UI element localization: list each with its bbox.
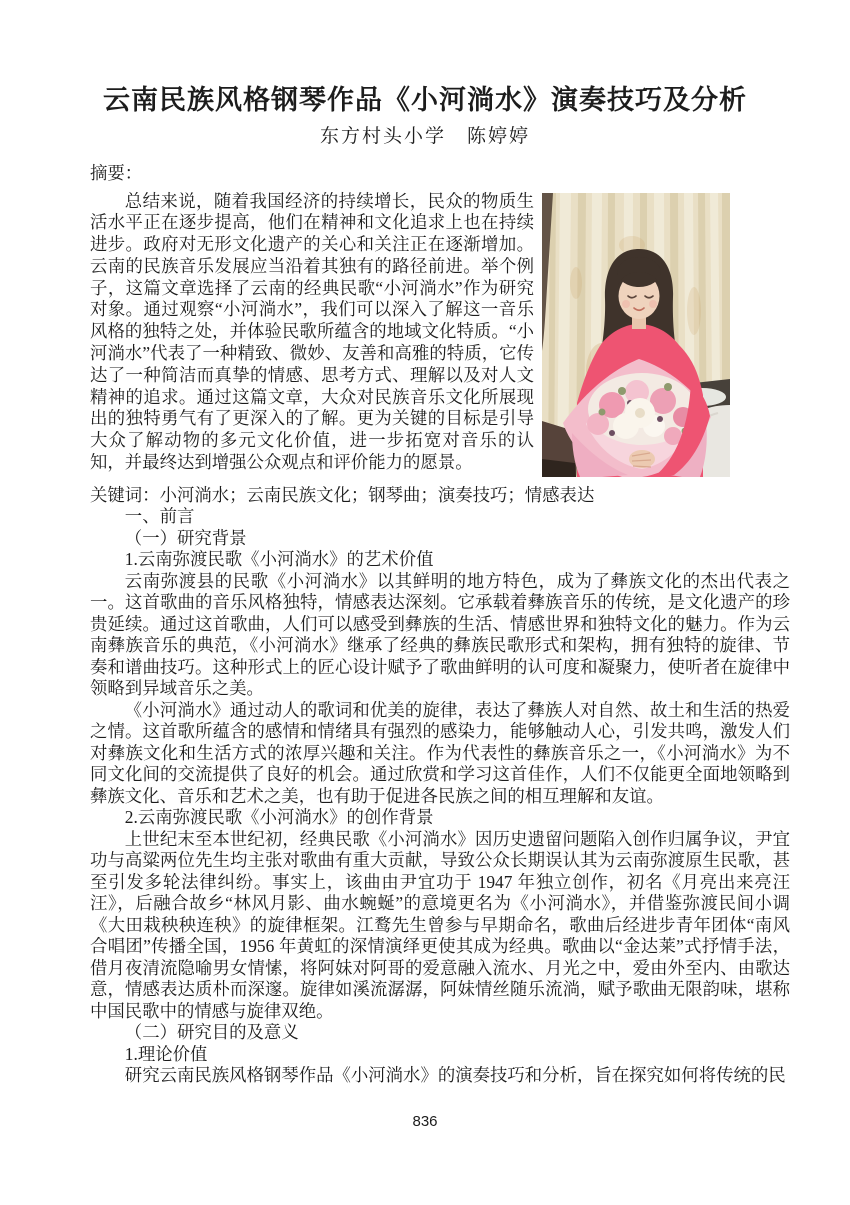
body-paragraph: 云南弥渡县的民歌《小河淌水》以其鲜明的地方特色，成为了彝族文化的杰出代表之一。这首歌曲的音乐风格独特，情感表达深刻。它承载着彝族音乐的传统，是文化遗产的珍贵延续。通过这首歌曲，人们可以感受到彝族的生活、情感世界和独特文化的魅力。作为云南彝族音乐的典范，《小河淌水》继承了经典的彝族民歌形式和架构，拥有独特的旋律、节奏和谱曲技巧。这种形式上的匠心设计赋予了歌曲鲜明的认可度和凝聚力，使听者在旋律中领略到异域音乐之美。 (90, 570, 790, 698)
page-body (90, 163, 790, 1087)
section-heading: 一、前言 (124, 506, 195, 526)
body-paragraph: 《小河淌水》通过动人的歌词和优美的旋律，表达了彝族人对自然、故土和生活的热爱之情。这首歌所蕴含的感情和情绪具有强烈的感染力，能够触动人心，引发共鸣，激发人们对彝族文化和生活方式的浓厚兴趣和关注。作为代表性的彝族音乐之一，《小河淌水》为不同文化间的交流提供了良好的机会。通过欣赏和学习这首佳作，人们不仅能更全面地领略到彝族文化、音乐和艺术之美，也有助于促进各民族之间的相互理解和友谊。 (90, 699, 790, 806)
author-line: 东方村头小学 陈婷婷 (319, 126, 530, 147)
author-photo (542, 193, 730, 477)
section-heading: 1.理论价值 (124, 1043, 208, 1064)
abstract-paragraph: 总结来说，随着我国经济的持续增长，民众的物质生活水平正在逐步提高，他们在精神和文化追求上也在持续进步。政府对无形文化遗产的关心和关注正在逐渐增加。云南的民族音乐发展应当沿着其独有的路径前进。举个例子，这篇文章选择了云南的经典民歌“小河淌水”作为研究对象。通过观察“小河淌水”，我们可以深入了解这一音乐风格的独特之处，并体验民歌所蕴含的地域文化特质。“小河淌水”代表了一种精致、微妙、友善和高雅的特质，它传达了一种简洁而真挚的情感、思考方式、理解以及对人文精神的追求。通过这篇文章，大众对民族音乐文化所展现出的独特勇气有了更深入的了解。更为关键的目标是引导大众了解动物的多元文化价值，进一步拓宽对音乐的认知，并最终达到增强公众观点和评价能力的愿景。 (90, 190, 534, 473)
page-number: 836 (412, 1113, 438, 1130)
photo-woman-with-bouquet (542, 193, 730, 477)
section-heading: 1.云南弥渡民歌《小河淌水》的艺术价值 (124, 549, 434, 569)
body-paragraph: 研究云南民族风格钢琴作品《小河淌水》的演奏技巧和分析，旨在探究如何将传统的民 (124, 1065, 786, 1085)
section-heading: （一）研究背景 (124, 527, 247, 548)
keywords-line: 关键词：小河淌水；云南民族文化；钢琴曲；演奏技巧；情感表达 (90, 484, 595, 505)
section-heading: 2.云南弥渡民歌《小河淌水》的创作背景 (124, 807, 434, 827)
body-paragraph: 上世纪末至本世纪初，经典民歌《小河淌水》因历史遗留问题陷入创作归属争议，尹宜功与高粱两位先生均主张对歌曲有重大贡献，导致公众长期误认其为云南弥渡原生民歌，甚至引发多轮法律纠纷。事实上，该曲由尹宜功于 1947 年独立创作，初名《月亮出来亮汪汪》，后融合故乡“林风月影、曲水蜿蜒”的意境更名为《小河淌水》，并借鉴弥渡民间小调《大田栽秧秧连秧》的旋律框架。江鹜先生曾参与早期命名，歌曲后经进步青年团体“南风合唱团”传播全国，1956 年黄虹的深情演绎更使其成为经典。歌曲以“金达莱”式抒情手法，借月夜清流隐喻男女情愫，将阿妹对阿哥的爱意融入流水、月光之中，爱由外至内、由歌达意，情感表达质朴而深邃。旋律如溪流潺潺，阿妹情丝随乐流淌，赋予歌曲无限韵味，堪称中国民歌中的情感与旋律双绝。 (90, 828, 790, 1021)
abstract-label: 摘要： (90, 163, 143, 183)
paper-title: 云南民族风格钢琴作品《小河淌水》演奏技巧及分析 (103, 85, 747, 115)
section-heading: （二）研究目的及意义 (124, 1022, 299, 1042)
